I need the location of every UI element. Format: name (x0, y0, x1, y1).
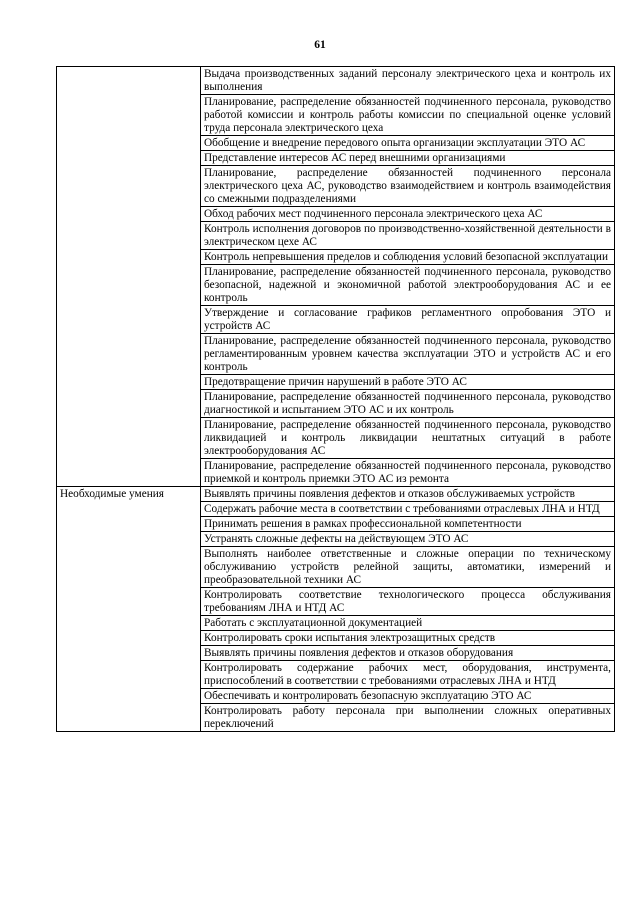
table-cell-item: Принимать решения в рамках профессиональной компетентности (201, 517, 615, 532)
table-cell-item: Выявлять причины появления дефектов и отказов обслуживаемых устройств (201, 487, 615, 502)
table-cell-item: Планирование, распределение обязанностей подчиненного персонала, руководство безопасной, надежной и экономичной работой электрооборудования АС и ее контроль (201, 265, 615, 306)
table-cell-item: Утверждение и согласование графиков регламентного опробования ЭТО и устройств АС (201, 306, 615, 334)
section-label: Необходимые умения (57, 487, 201, 732)
table-cell-item: Контроль непревышения пределов и соблюдения условий безопасной эксплуатации (201, 250, 615, 265)
page-number: 61 (314, 39, 326, 51)
table-cell-item: Содержать рабочие места в соответствии с требованиями отраслевых ЛНА и НТД (201, 502, 615, 517)
table-cell-item: Планирование, распределение обязанностей подчиненного персонала, руководство работой комиссии и контроль работы комиссии по специальной оценке условий труда персонала электрического цеха (201, 95, 615, 136)
table-cell-item: Устранять сложные дефекты на действующем ЭТО АС (201, 532, 615, 547)
table-row (57, 67, 615, 95)
table-cell-item: Контролировать соответствие технологического процесса обслуживания требованиям ЛНА и НТД АС (201, 588, 615, 616)
table-cell-item: Предотвращение причин нарушений в работе ЭТО АС (201, 375, 615, 390)
table-cell-item: Выполнять наиболее ответственные и сложные операции по техническому обслуживанию устройств релейной защиты, автоматики, измерений и преобразовательной техники АС (201, 547, 615, 588)
table-row (57, 487, 615, 502)
table-cell-item: Планирование, распределение обязанностей подчиненного персонала, руководство регламентированным уровнем качества эксплуатации ЭТО и устройств АС и его контроль (201, 334, 615, 375)
table-cell-item: Планирование, распределение обязанностей подчиненного персонала, руководство ликвидацией и контроль ликвидации нештатных ситуаций в работе электрооборудования АС (201, 418, 615, 459)
table-cell-item: Контроль исполнения договоров по производственно-хозяйственной деятельности в электрическом цехе АС (201, 222, 615, 250)
table-cell-item: Обеспечивать и контролировать безопасную эксплуатацию ЭТО АС (201, 689, 615, 704)
requirements-table (56, 66, 615, 732)
table-cell-item: Выдача производственных заданий персоналу электрического цеха и контроль их выполнения (201, 67, 615, 95)
table-cell-item: Выявлять причины появления дефектов и отказов оборудования (201, 646, 615, 661)
table-cell-item: Планирование, распределение обязанностей подчиненного персонала электрического цеха АС, руководство взаимодействием и контроль взаимодействия со смежными подразделениями (201, 166, 615, 207)
table-cell-item: Контролировать работу персонала при выполнении сложных оперативных переключений (201, 704, 615, 732)
table-cell-item: Представление интересов АС перед внешними организациями (201, 151, 615, 166)
table-cell-item: Обобщение и внедрение передового опыта организации эксплуатации ЭТО АС (201, 136, 615, 151)
table-cell-item: Контролировать сроки испытания электрозащитных средств (201, 631, 615, 646)
table-cell-item: Планирование, распределение обязанностей подчиненного персонала, руководство диагностикой и испытанием ЭТО АС и их контроль (201, 390, 615, 418)
table-cell-item: Работать с эксплуатационной документацией (201, 616, 615, 631)
section-label (57, 67, 201, 487)
table-cell-item: Обход рабочих мест подчиненного персонала электрического цеха АС (201, 207, 615, 222)
table-cell-item: Контролировать содержание рабочих мест, оборудования, инструмента, приспособлений в соответствии с требованиями отраслевых ЛНА и НТД (201, 661, 615, 689)
table-cell-item: Планирование, распределение обязанностей подчиненного персонала, руководство приемкой и контроль приемки ЭТО АС из ремонта (201, 459, 615, 487)
requirements-table-body (57, 67, 615, 732)
